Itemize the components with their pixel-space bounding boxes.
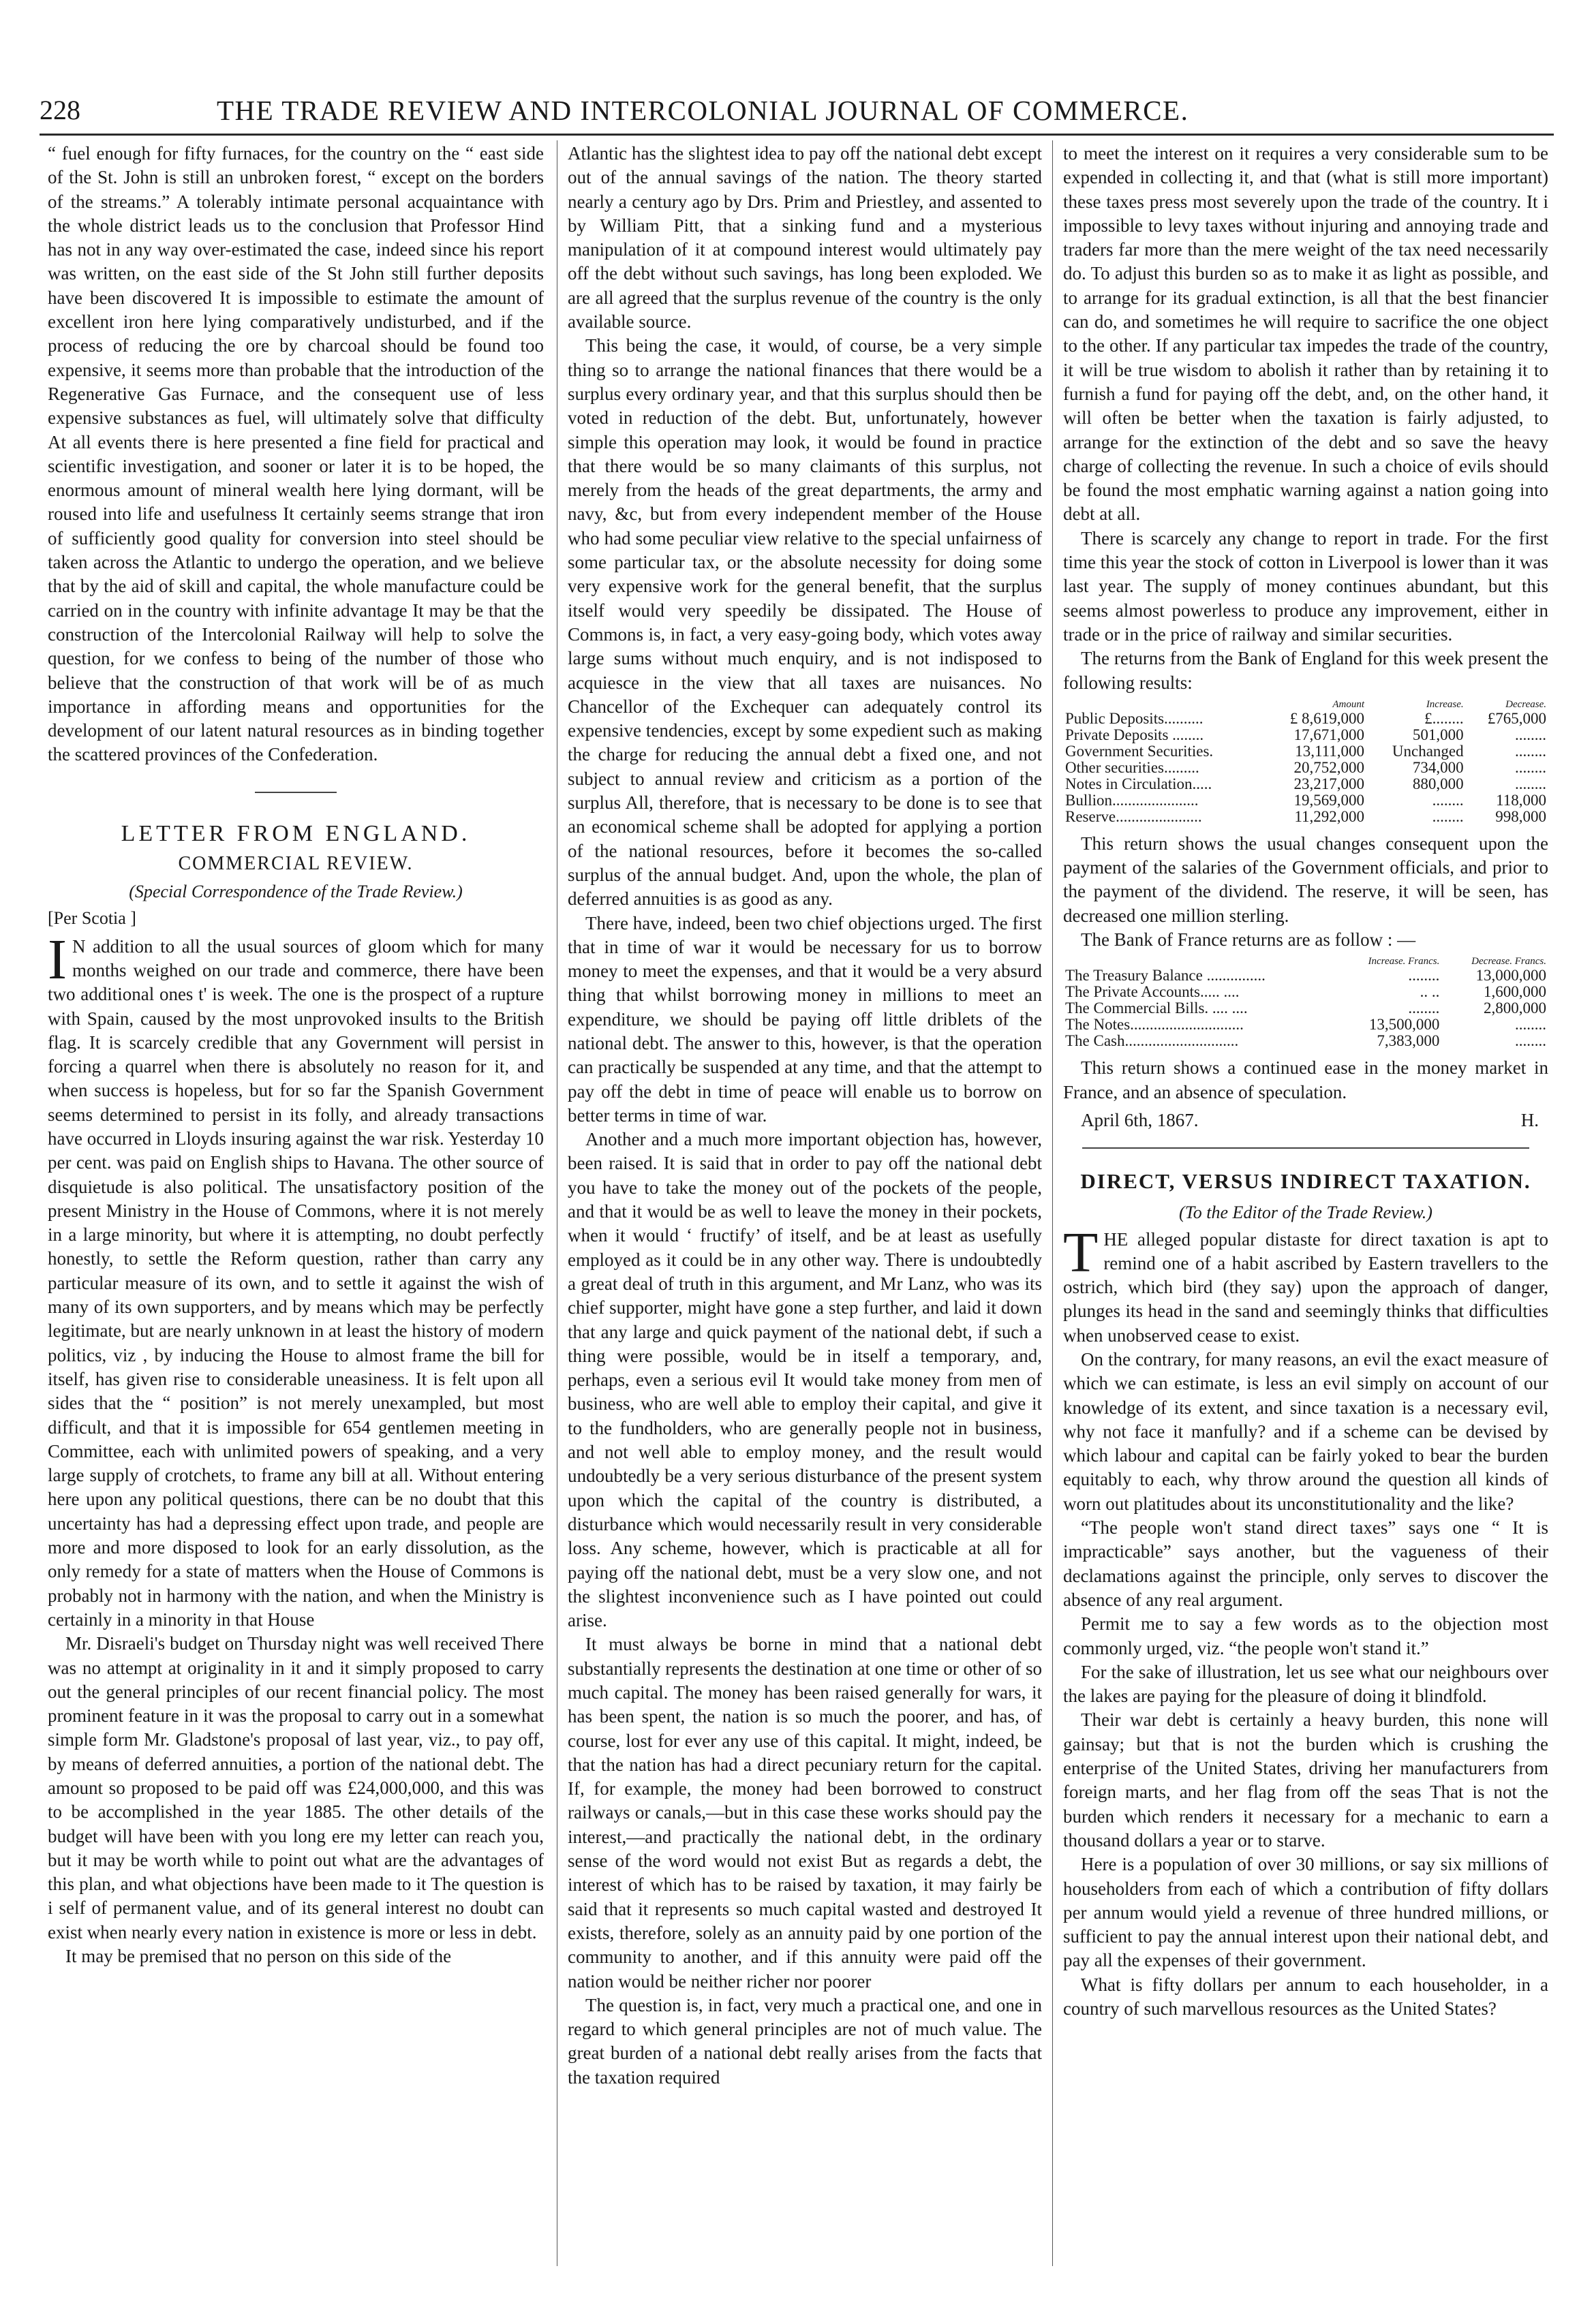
paragraph: “ fuel enough for fifty furnaces, for the country on the “ east side of the St. John is still an unbroken forest, “ except on the borders of the streams.” A tolerably intimate personal acquaintance with the whole district leads us to the conclusion that Professor Hind has not in any way over-estimated the case, indeed since his report was written, on the east side of the St John still further deposits have been discovered It is impossible to estimate the amount of excellent iron here lying comparatively undisturbed, and if the process of reducing the ore by charcoal should be found too expensive, it seems more than probable that the introduction of the Regenerative Gas Furnace, and the consequent use of less expensive substances as fuel, will ultimately solve that difficulty At all events there is here presented a fine field for practical and scientific investigation, and sooner or later it is to be hoped, the enormous amount of mineral wealth here lying dormant, will be roused into life and usefulness It certainly seems strange that iron of sufficiently good quality for conversion into steel should be taken across the Atlantic to undergo the operation, and we believe that by the aid of skill and capital, the whole manufacture could be carried on in the country with infinite advantage It may be that the construction of the Intercolonial Railway will help to solve the question, for we confess to being of the number of those who believe that the construction of that work will be of as much importance in affording means and opportunities for the development of our latent natural resources as in binding together the scattered provinces of the Confederation.: [48, 143, 544, 765]
paragraph: There is scarcely any change to report in trade. For the first time this year the stock of cotton in Liverpool is lower than it was last year. The supply of money continues abundant, but this seems almost powerless to produce any improvement, either in trade or in the price of railway and similar securities.: [1063, 527, 1548, 645]
paragraph: Permit me to say a few words as to the objection most commonly urged, viz. “the people won't stand it.”: [1063, 1613, 1548, 1658]
paragraph: The returns from the Bank of England for this week present the following results:: [1063, 648, 1548, 693]
paragraph: There have, indeed, been two chief objections urged. The first that in time of war it would be necessary for us to borrow money to meet the expenses, and that it would be a very absurd thing that whilst borrowing money in millions to meet an expenditure, we should be paying off little driblets of the national debt. The answer to this, however, is that the operation can practically be suspended at any time, and that the attempt to pay off the debt in time of peace will enable us to borrow on better terms in time of war.: [568, 912, 1042, 1126]
table-row: The Cash............................. 7,383,000 ........: [1065, 1032, 1546, 1050]
column-2: [568, 142, 1042, 2302]
table-row: The Treasury Balance ............... ........ 13,000,000: [1065, 967, 1546, 985]
paragraph: For the sake of illustration, let us see what our neighbours over the lakes are paying for the pleasure of doing it blindfold.: [1063, 1661, 1548, 1707]
table-row: The Commercial Bills. .... .... ........ 2,800,000: [1065, 1000, 1546, 1017]
paragraph: The Bank of France returns are as follow : —: [1081, 929, 1416, 950]
column-header: Increase. Francs.: [1368, 956, 1440, 967]
column-3: [1063, 142, 1548, 2302]
paragraph: It may be premised that no person on this side of the: [65, 1946, 452, 1967]
journal-title: THE TRADE REVIEW AND INTERCOLONIAL JOURNAL OF COMMERCE.: [217, 95, 1189, 126]
column-1: [48, 142, 544, 2302]
paragraph: This return shows a continued ease in the money market in France, and an absence of speculation.: [1063, 1057, 1548, 1102]
paragraph: “The people won't stand direct taxes” says one “ It is impracticable” says another, but the vagueness of their declamations against the principle, only serves to discover the absence of any real argument.: [1063, 1517, 1548, 1610]
table-row: Public Deposits.......... £ 8,619,000 £........ £765,000: [1065, 709, 1546, 727]
article-title: DIRECT, VERSUS INDIRECT TAXATION.: [1080, 1169, 1531, 1194]
column-header: Increase.: [1426, 698, 1464, 710]
column-header: Decrease. Francs.: [1471, 956, 1546, 967]
article-byline: (Special Correspondence of the Trade Review.): [129, 882, 463, 902]
paragraph: I N addition to all the usual sources of gloom which for many months weighed on our trade and commerce, there have been two additional ones t' is week. The one is the prospect of a rupture with Spain, caused by the most unprovoked insults to the British flag. It is scarcely credible that any Government will persist in forcing a quarrel when there is absolutely no reason for it, and when success is hopeless, but for so far the Spanish Government seems determined to persist in its folly, and already transactions have occurred in Lloyds insuring against the war risk. Yesterday 10 per cent. was paid on English ships to Havana. The other source of disquietude is also political. The unsatisfactory position of the present Ministry in the House of Commons, where it is not merely in a large minority, but where it is attempting, no doubt perfectly honestly, to settle the Reform question, rather than carry any particular measure of its own, and to settle it against the wish of many of its own supporters, and by means which may be perfectly legitimate, but are nearly unknown in at least the history of modern politics, viz , by inducing the House to almost frame the bill for itself, has given rise to considerable uneasiness. It is felt upon all sides that the “ position” is not merely unexampled, but most difficult, and that it is impossible for 654 gentlemen meeting in Committee, each with unlimited powers of speaking, and a very large supply of crotchets, to frame any bill at all. Without entering here upon any political questions, there can be no doubt that this uncertainty has had a depressing effect upon trade, and people are more and more disposed to look for an early dissolution, as the only remedy for a state of matters when the House of Commons is probably not in harmony with the nation, and when the Ministry is certainly in a minority in that House: [48, 927, 544, 1630]
article-subtitle: COMMERCIAL REVIEW.: [178, 852, 414, 874]
bank-of-france-table: [1063, 956, 1548, 1049]
dateline: [1063, 1109, 1548, 1132]
paragraph: Mr. Disraeli's budget on Thursday night was well received There was no attempt at originality in it and it simply proposed to carry out the general principles of our recent financial policy. The most prominent feature in it was the proposal to carry out in a somewhat simple form Mr. Gladstone's proposal of last year, viz., to pay off, by means of deferred annuities, a portion of the national debt. The amount so proposed to be paid off was £24,000,000, and this was to be accomplished in the year 1885. The other details of the budget will have been with you long ere my letter can reach you, but it may be worth while to point out what are the advantages of this plan, and what objections have been made to it The question is i self of permanent value, and of its general interest no doubt can exist when nearly every nation in existence is more or less in debt.: [48, 1633, 544, 1942]
paragraph: Here is a population of over 30 millions, or say six millions of householders from each of which a contribution of fifty dollars per annum would yield a revenue of three hundred millions, or sufficient to pay the annual interest upon their national debt, and pay all the expenses of their government.: [1063, 1854, 1548, 1971]
dispatch-line: [Per Scotia ]: [48, 908, 136, 929]
table-row: Government Securities. 13,111,000 Unchanged ........: [1065, 742, 1546, 760]
paragraph: On the contrary, for many reasons, an evil the exact measure of which we can estimate, is less an evil simply on account of our knowledge of its extent, and since taxation is a necessary evil, why not face it manfully? and if a scheme can be devised by which labour and capital can be fairly yoked to bear the burden equitably to each, why throw around the question all kinds of worn out platitudes about its unconstitutionality and the like?: [1063, 1348, 1548, 1514]
drop-cap: T: [1063, 1220, 1099, 1284]
column-header: Amount: [1332, 698, 1365, 710]
letter-date: April 6th, 1867.: [1081, 1109, 1199, 1130]
paragraph: What is fifty dollars per annum to each householder, in a country of such marvellous resources as the United States?: [1063, 1974, 1548, 2019]
section-divider: [255, 792, 337, 793]
paragraph: THE alleged popular distaste for direct taxation is apt to remind one of a habit ascribed by Eastern travellers to the ostrich, which bird (they say) upon the approach of danger, plunges its head in the sand and seemingly thinks that difficulties when unobserved cease to exist.: [1063, 1220, 1548, 1346]
bank-of-england-table: [1063, 699, 1548, 825]
paragraph: This being the case, it would, of course, be a very simple thing so to arrange the national finances that there would be a surplus every ordinary year, and that this surplus should then be voted in reduction of the debt. But, unfortunately, however simple this operation may look, it would be found in practice that there would be so many claimants of this surplus, not merely from the heads of the great departments, the army and navy, &c, but from every independent member of the House who had some peculiar view relative to the special unfairness of some particular tax, or the absolute necessity for doing some very expensive work for the general benefit, that the surplus itself would very speedily be dissipated. The House of Commons is, in fact, a very easy-going body, which votes away large sums without much enquiry, and is not indisposed to acquiesce in the view that all taxes are nuisances. No Chancellor of the Exchequer can adequately control its expensive tendencies, except by some expedient such as making the charge for reducing the annual debt a fixed one, and not subject to annual review and criticism as a portion of the surplus All, therefore, that is necessary to be done is to see that an economical scheme shall be adopted for applying a portion of the national resources, before it becomes the so-called surplus of the annual budget. And, upon the whole, the plan of deferred annuities is as good as any.: [568, 335, 1042, 910]
table-row: Private Deposits ........ 17,671,000 501,000 ........: [1065, 726, 1546, 743]
article-title: LETTER FROM ENGLAND.: [121, 820, 471, 846]
paragraph: Their war debt is certainly a heavy burden, this none will gainsay; but that is not the burden which is crushing the enterprise of the United States, driving her manufacturers from foreign marts, and her flag from off the seas That is not the burden which renders it necessary for a mechanic to earn a thousand dollars a year or to starve.: [1063, 1709, 1548, 1850]
paragraph: The question is, in fact, very much a practical one, and one in regard to which general principles are not of much value. The great burden of a national debt really arises from the facts that the taxation required: [568, 1994, 1042, 2088]
column-divider: [1052, 140, 1053, 2266]
article-byline: (To the Editor of the Trade Review.): [1179, 1203, 1432, 1223]
header-rule: [40, 134, 1554, 136]
paragraph: This return shows the usual changes consequent upon the payment of the salaries of the Government officials, and prior to the payment of the dividend. The reserve, it will be seen, has decreased one million sterling.: [1063, 833, 1548, 926]
drop-cap: I: [48, 927, 67, 991]
letter-signature: H.: [1520, 1109, 1539, 1130]
table-row: The Private Accounts..... .... .. .. 1,600,000: [1065, 983, 1546, 1001]
paragraph: Another and a much more important objection has, however, been raised. It is said that in order to pay off the national debt you have to take the money out of the pockets of the people, and that it would be as well to leave the money in their pockets, when it would ‘ fructify’ of itself, and be at least as usefully employed as it could be in any other way. There is undoubtedly a great deal of truth in this argument, and Mr Lanz, who was its chief supporter, might have gone a step further, and laid it down that any large and quick payment of the national debt, if such a thing were possible, would be in itself a temporary, and, perhaps, even a serious evil It would take money from men of business, who are well able to employ their capital, and give it to the fundholders, who are generally people not in business, and not well able to employ money, and the result would undoubtedly be a very serious disturbance of the present system upon which the capital of the country is distributed, a disturbance which would necessarily result in very considerable loss. Any scheme, however, which is practicable at all for paying off the national debt, must be a very slow one, and not the slightest inconvenience such as I have pointed out could arise.: [568, 1129, 1042, 1631]
paragraph: to meet the interest on it requires a very considerable sum to be expended in collecting it, and that (what is still more important) these taxes press most severely upon the trade of the country. It i impossible to levy taxes without injuring and annoying trade and traders far more than the mere weight of the tax need necessarily do. To adjust this burden so as to make it as light as possible, and to arrange for its gradual extinction, is all that the best financier can do, and sometimes he will require to sacrifice the one object to the other. If any particular tax impedes the trade of the country, it will be true wisdom to abolish it rather than by retaining it to furnish a fund for paying off the debt, and, on the other hand, it will often be better when the taxation is fairly adjusted, to arrange for the extinction of the debt and so save the heavy charge of collecting the revenue. In such a choice of evils should be found the most emphatic warning against a nation going into debt at all.: [1063, 143, 1548, 525]
paragraph: It must always be borne in mind that a national debt substantially represents the destination at one time or other of so much capital. The money has been raised generally for wars, it has been spent, the nation is so much the poorer, and has, of course, lost for ever any use of this capital. It might, indeed, be that the nation has had a direct pecuniary return for the capital. If, for example, the money had been borrowed to construct railways or canals,—but in this case these works should pay the interest,—and practically the national debt, in the ordinary sense of the word would not exist But as regards a debt, the interest of which has to be raised by taxation, it may fairly be said that it represents so much capital wasted and destroyed It exists, therefore, solely as an annuity paid by one portion of the community to another, and if this annuity were paid off the nation would be neither richer nor poorer: [568, 1634, 1042, 1992]
section-divider: [1082, 1147, 1529, 1149]
table-row: Bullion...................... 19,569,000 ........ 118,000: [1065, 791, 1546, 809]
page-header: [40, 91, 1554, 132]
page-number: 228: [40, 95, 80, 125]
table-row: Reserve...................... 11,292,000 ........ 998,000: [1065, 807, 1546, 825]
table-row: Notes in Circulation..... 23,217,000 880,000 ........: [1065, 775, 1546, 792]
table-row: The Notes............................. 13,500,000 ........: [1065, 1016, 1546, 1034]
paragraph: Atlantic has the slightest idea to pay off the national debt except out of the annual savings of the nation. The theory started nearly a century ago by Drs. Prim and Priestley, and assented to by William Pitt, that a sinking fund and a mysterious manipulation of it at compound interest would ultimately pay off the debt without such savings, has long been exploded. We are all agreed that the surplus revenue of the country is the only available source.: [568, 143, 1042, 332]
column-header: Decrease.: [1505, 698, 1546, 710]
table-row: Other securities......... 20,752,000 734,000 ........: [1065, 758, 1546, 776]
